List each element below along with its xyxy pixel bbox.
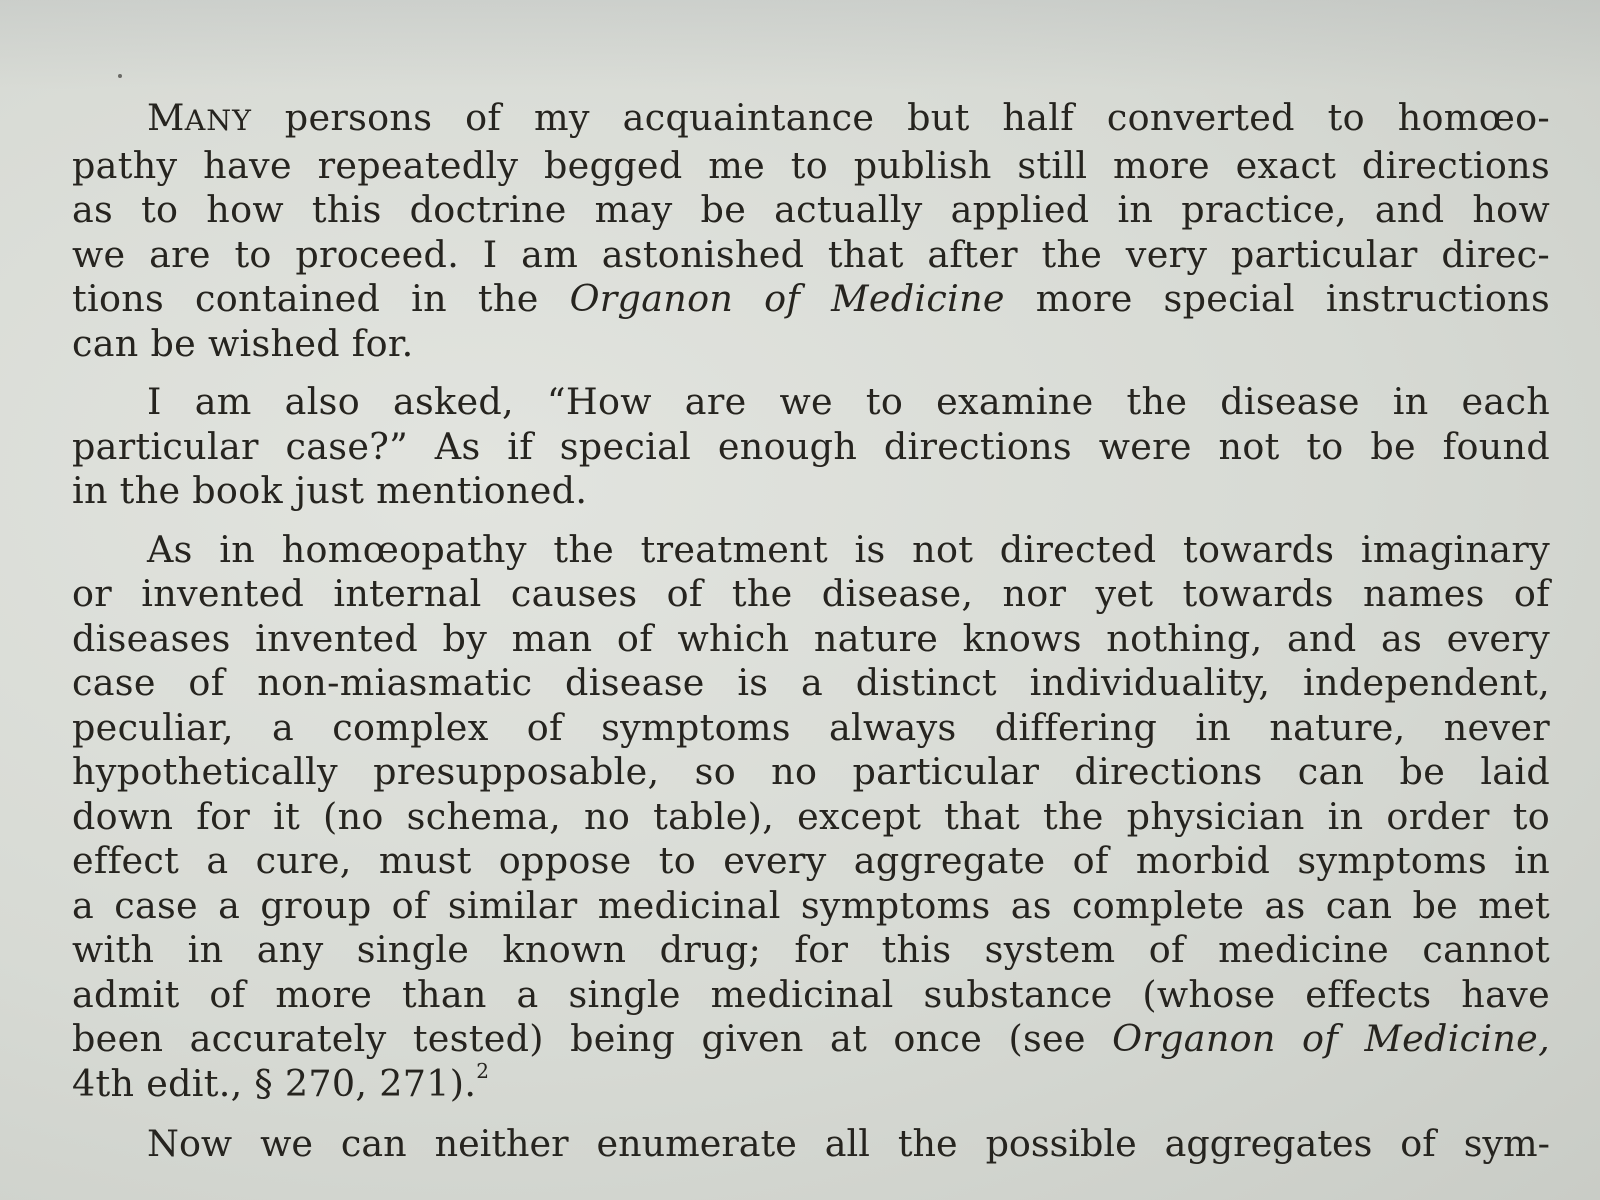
- body-text: [72, 96, 1550, 1106]
- text-line: I am also asked, “How are we to examine the disease in each: [147, 380, 1550, 423]
- footnote-marker: 2: [476, 1058, 490, 1083]
- ink-speck: [118, 74, 122, 78]
- text-line: with in any single known drug; for this system of medicine cannot: [72, 928, 1550, 971]
- text-line: admit of more than a single medicinal substance (whose effects have: [72, 972, 1550, 1016]
- text-line: we are to proceed. I am astonished that after the very particular direc-: [72, 232, 1550, 276]
- book-title: Organon of Medicine,: [1112, 1017, 1550, 1060]
- text-line: case of non-miasmatic disease is a distinct individuality, independent,: [72, 661, 1550, 704]
- text-line: hypothetically presupposable, so no particular directions can be laid: [72, 750, 1550, 793]
- paragraph-4: [72, 1122, 1550, 1167]
- text-line: MANY persons of my acquaintance but half converted to homœo-: [147, 96, 1550, 139]
- text-line: been accurately tested) being given at once (see Organon of Medicine,: [72, 1017, 1550, 1060]
- bleed-through-shadow: [0, 0, 1600, 90]
- text-line: As in homœopathy the treatment is not directed towards imaginary: [147, 527, 1550, 571]
- paragraph-1: [72, 96, 1550, 366]
- text-line: Now we can neither enumerate all the possible aggregates of sym-: [147, 1122, 1550, 1165]
- text-line: in the book just mentioned.: [72, 469, 588, 512]
- paragraph-3: [72, 528, 1550, 1107]
- text-line: can be wished for.: [72, 321, 414, 365]
- text-line: 4th edit., § 270, 271).$^2$: [72, 1058, 490, 1105]
- text-line: down for it (no schema, no table), except that the physician in order to: [72, 794, 1550, 838]
- text-line: particular case?” As if special enough directions were not to be found: [72, 424, 1550, 468]
- text-line: effect a cure, must oppose to every aggregate of morbid symptoms in: [72, 839, 1550, 882]
- text-line: a case a group of similar medicinal symptoms as complete as can be met: [72, 883, 1550, 927]
- text-line: or invented internal causes of the disease, nor yet towards names of: [72, 572, 1550, 615]
- text-line: diseases invented by man of which nature knows nothing, and as every: [72, 616, 1550, 660]
- book-title: Organon of Medicine: [569, 277, 1005, 320]
- paragraph-2: [72, 380, 1550, 514]
- text-line: pathy have repeatedly begged me to publish still more exact directions: [72, 143, 1550, 187]
- text-line: tions contained in the Organon of Medicine more special instructions: [72, 277, 1550, 320]
- drop-word: MANY: [147, 96, 252, 139]
- text-line: as to how this doctrine may be actually applied in practice, and how: [72, 188, 1550, 231]
- text-line: peculiar, a complex of symptoms always differing in nature, never: [72, 705, 1550, 749]
